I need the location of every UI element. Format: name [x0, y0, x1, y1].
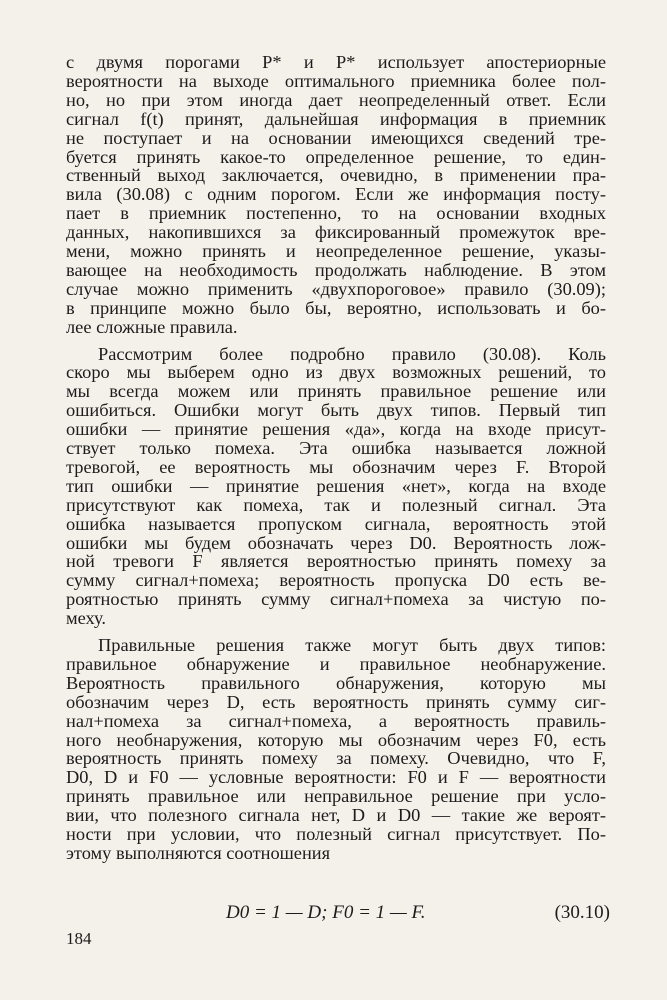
text-line: этому выполняются соотношения [66, 842, 331, 863]
text-line: ошибки — принятие решения «да», когда на входе присут- [66, 419, 606, 440]
text-line: сумму сигнал+помеха; вероятность пропуска D0 есть ве- [66, 570, 606, 591]
text-line: мы всегда можем или принять правильное решение или [66, 381, 606, 402]
text-line: сигнал f(t) принят, дальнейшая информация в приемник [66, 108, 606, 129]
text-line: ствует только помеха. Эта ошибка называется ложной [66, 438, 606, 458]
text-line: D0, D и F0 — условные вероятности: F0 и F — вероятности [66, 767, 606, 788]
text-line: ошибка называется пропуском сигнала, вероятность этой [66, 513, 606, 534]
text-line: с двумя порогами P* и P* использует апостериорные [66, 52, 606, 72]
text-line: присутствуют как помеха, так и полезный сигнал. Эта [66, 494, 606, 515]
text-line: ственный выход заключается, очевидно, в применении пра- [66, 165, 606, 186]
text-line: ошибки мы будем обозначать через D0. Вероятность лож- [66, 532, 606, 553]
text-line: Вероятность правильного обнаружения, которую мы [66, 672, 606, 693]
text-line: обозначим через D, есть вероятность принять сумму сиг- [66, 691, 606, 712]
text-line: вила (30.08) с одним порогом. Если же информация посту- [66, 184, 606, 205]
page-number: 184 [66, 929, 92, 948]
text-line: тревогой, ее вероятность мы обозначим через F. Второй [66, 456, 606, 477]
equation-30-10 [226, 900, 616, 926]
text-line: данных, накопившихся за фиксированный промежуток вре- [66, 222, 606, 243]
text-line: буется принять какое-то определенное решение, то един- [66, 146, 606, 167]
text-line: вии, что полезного сигнала нет, D и D0 — такие же вероят- [66, 805, 606, 826]
text-line: скоро мы выберем одно из двух возможных решений, то [66, 362, 606, 383]
text-line: не поступает и на основании имеющихся сведений тре- [66, 127, 606, 148]
text-line: правильное обнаружение и правильное необнаружение. [66, 653, 606, 674]
text-line: в принципе можно было бы, вероятно, использовать и бо- [66, 297, 606, 318]
text-line: нал+помеха за сигнал+помеха, а вероятность правиль- [66, 710, 606, 731]
equation-number: (30.10) [554, 902, 610, 923]
text-line: пает в приемник постепенно, то на основании входных [66, 203, 606, 224]
text-line: лее сложные правила. [66, 316, 238, 337]
text-line: тип ошибки — принятие решения «нет», когда на входе [66, 475, 606, 496]
text-line: ности при условии, что полезный сигнал присутствует. По- [66, 824, 606, 844]
equation-expression: D0 = 1 — D; F0 = 1 — F. [226, 902, 426, 923]
text-line: вероятности на выходе оптимального приемника более пол- [66, 70, 606, 91]
text-line: вающее на необходимость продолжать наблюдение. В этом [66, 259, 606, 280]
text-line: случае можно применить «двухпороговое» правило (30.09); [66, 278, 606, 299]
text-line: Правильные решения также могут быть двух типов: [98, 635, 606, 655]
text-line: ошибиться. Ошибки могут быть двух типов. Первый тип [66, 400, 606, 421]
text-line: ного необнаружения, которую мы обозначим через F0, есть [66, 729, 606, 750]
text-line: Рассмотрим более подробно правило (30.08). Коль [98, 343, 606, 364]
text-line: меху. [66, 608, 107, 629]
text-line: но, но при этом иногда дает неопределенный ответ. Если [66, 89, 606, 110]
text-line: мени, можно принять и неопределенное решение, указы- [66, 241, 606, 261]
text-line: ной тревоги F является вероятностью принять помеху за [66, 551, 606, 572]
text-line: вероятность принять помеху за помеху. Очевидно, что F, [66, 748, 606, 769]
text-line: принять правильное или неправильное решение при усло- [66, 786, 606, 807]
text-line: роятностью принять сумму сигнал+помеха за чистую по- [66, 589, 606, 610]
